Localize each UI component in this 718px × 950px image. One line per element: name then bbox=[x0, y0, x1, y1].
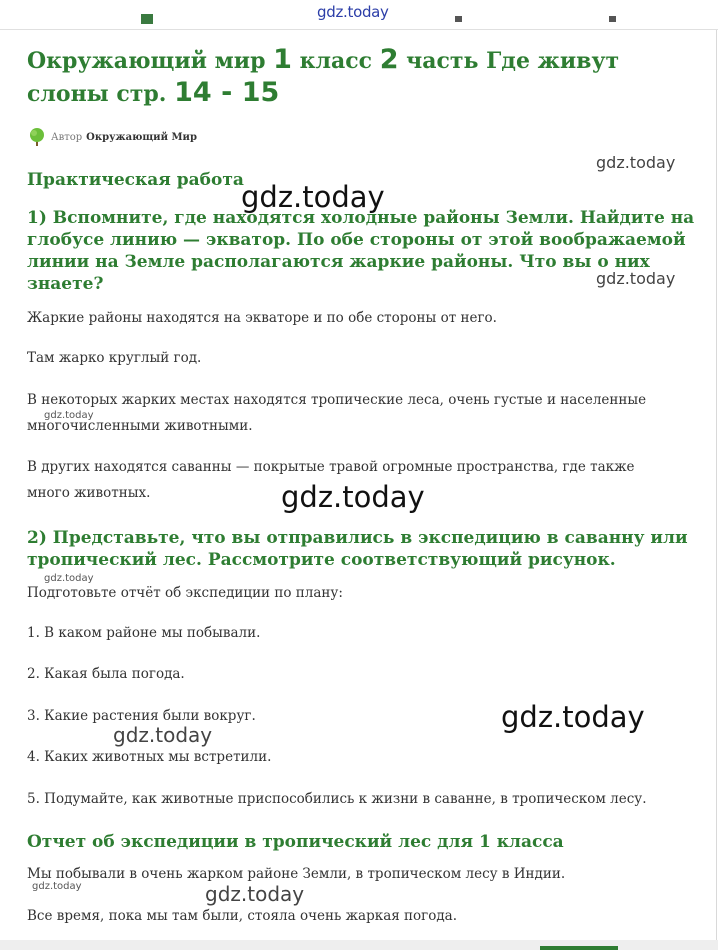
content-border bbox=[716, 30, 717, 940]
report-paragraph: Мы побывали в очень жарком районе Земли, в тропическом лесу в Индии. bbox=[27, 866, 566, 882]
plan-item: 4. Каких животных мы встретили. bbox=[27, 749, 272, 765]
answer-paragraph: В других находятся саванны — покрытые травой огромные пространства, где также много животных. bbox=[27, 459, 635, 501]
watermark: gdz.today bbox=[113, 723, 213, 747]
watermark: gdz.today bbox=[241, 180, 385, 214]
watermark: gdz.today bbox=[44, 573, 94, 584]
author-label: Автор bbox=[51, 131, 83, 143]
nav-mark bbox=[141, 14, 153, 24]
question-2: 2) Представьте, что вы отправились в экспедицию в саванну или тропический лес. Рассмотрите соответствующий рисунок. bbox=[27, 528, 688, 570]
answer-paragraph: Жаркие районы находятся на экваторе и по обе стороны от него. bbox=[27, 310, 497, 326]
watermark: gdz.today bbox=[44, 410, 94, 421]
question-1: 1) Вспомните, где находятся холодные районы Земли. Найдите на глобусе линию — экватор. По обе стороны от этой воображаемой линии на Земле располагаются жаркие районы. Что вы о них знаете? bbox=[27, 208, 695, 294]
watermark: gdz.today bbox=[596, 269, 676, 288]
tree-icon bbox=[27, 127, 47, 147]
watermark: gdz.today bbox=[596, 153, 676, 172]
plan-intro: Подготовьте отчёт об экспедиции по плану: bbox=[27, 585, 343, 601]
top-bar bbox=[0, 0, 718, 26]
site-logo[interactable]: gdz.today bbox=[317, 3, 389, 21]
plan-item: 3. Какие растения были вокруг. bbox=[27, 708, 256, 724]
report-paragraph: Все время, пока мы там были, стояла очень жаркая погода. bbox=[27, 908, 458, 924]
plan-item: 1. В каком районе мы побывали. bbox=[27, 625, 261, 641]
author-line bbox=[27, 126, 197, 148]
author-name[interactable]: Окружающий Мир bbox=[86, 131, 197, 143]
plan-item: 5. Подумайте, как животные приспособились к жизни в саванне, в тропическом лесу. bbox=[27, 791, 647, 807]
watermark: gdz.today bbox=[32, 881, 82, 892]
page-title: Окружающий мир 1 класс 2 часть Где живут слоны стр. 14 - 15 bbox=[27, 44, 620, 108]
watermark: gdz.today bbox=[281, 480, 425, 514]
nav-mark bbox=[455, 16, 462, 22]
nav-mark bbox=[609, 16, 616, 22]
answer-paragraph: В некоторых жарких местах находятся тропические леса, очень густые и населенные многочисленными животными. bbox=[27, 392, 647, 434]
answer-paragraph: Там жарко круглый год. bbox=[27, 350, 202, 366]
watermark: gdz.today bbox=[205, 882, 305, 906]
watermark: gdz.today bbox=[501, 700, 645, 734]
plan-item: 2. Какая была погода. bbox=[27, 666, 185, 682]
bottom-accent bbox=[540, 946, 618, 950]
header-divider bbox=[0, 29, 718, 30]
practical-heading: Практическая работа bbox=[27, 170, 244, 190]
report-heading: Отчет об экспедиции в тропический лес для 1 класса bbox=[27, 832, 564, 852]
